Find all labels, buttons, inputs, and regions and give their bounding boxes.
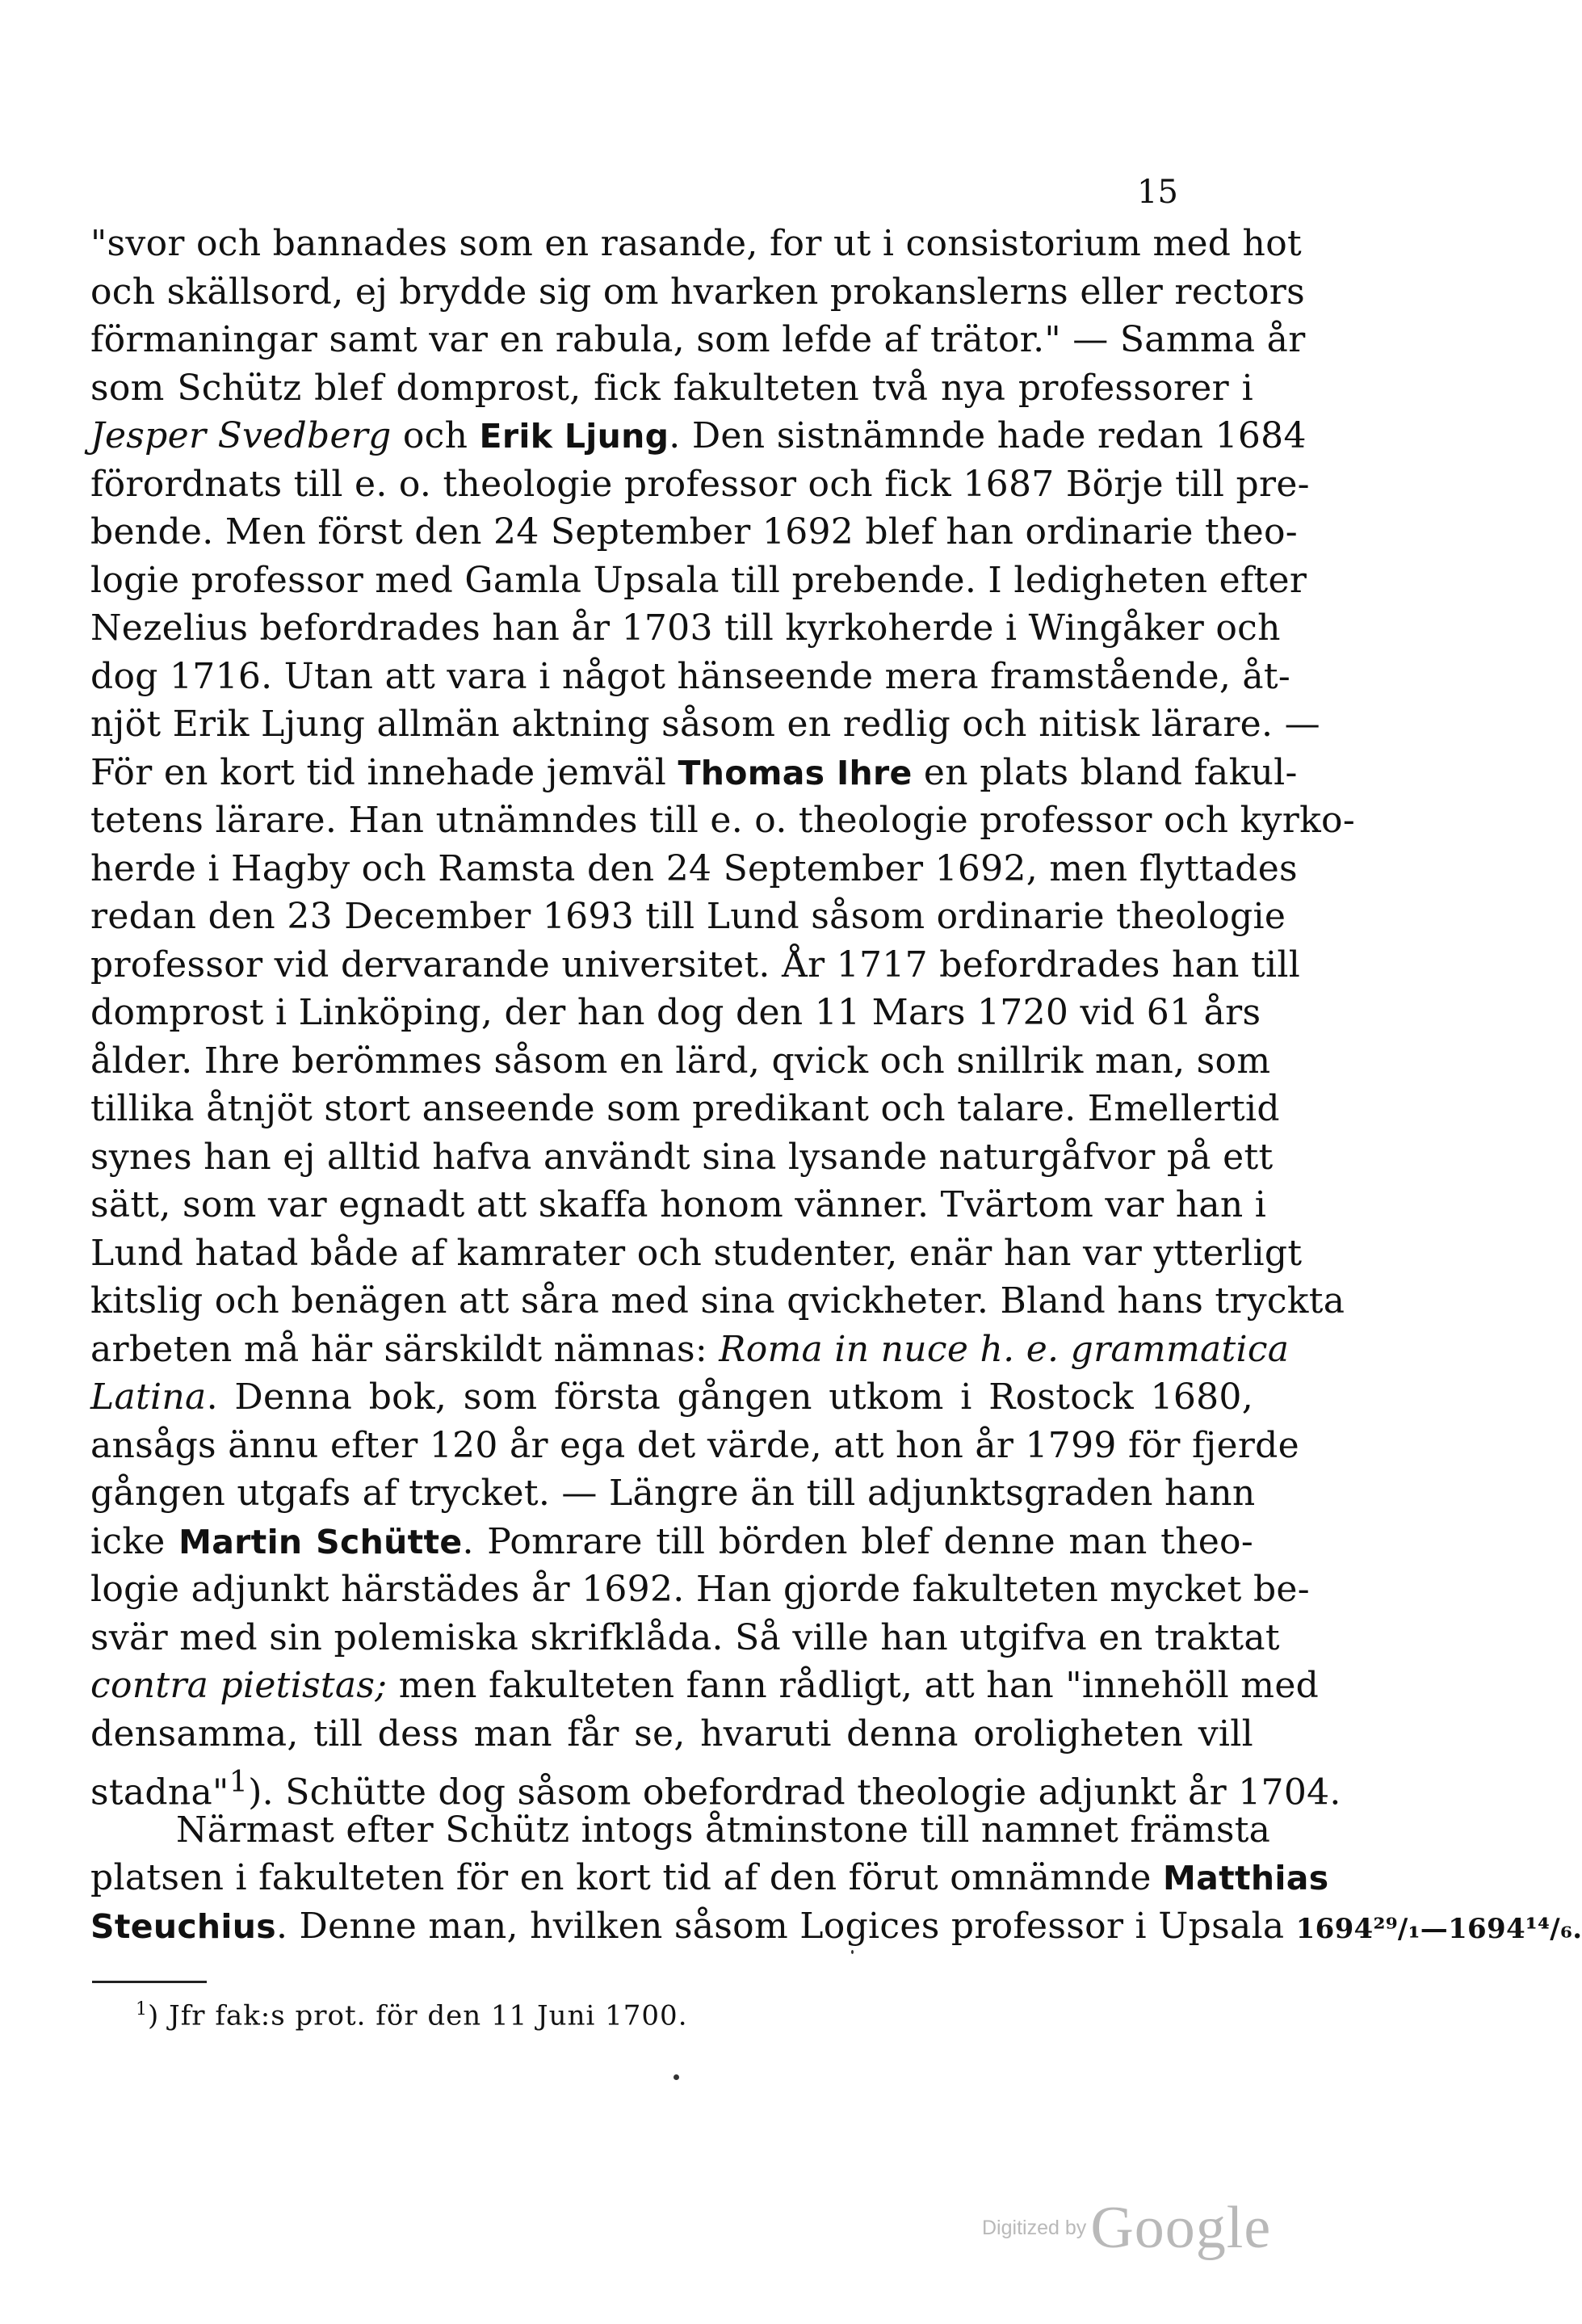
text-line	[90, 1902, 1582, 1951]
text-line: domprost i Linköping, der han dog den 11 Mars 1720 vid 61 års	[90, 992, 1261, 1033]
text-line: synes han ej alltid hafva användt sina lysande naturgåfvor på ett	[90, 1136, 1274, 1178]
print-speck	[674, 2074, 679, 2080]
person-name-bold: Thomas Ihre	[678, 753, 913, 792]
text-line: logie adjunkt härstädes år 1692. Han gjorde fakulteten mycket be-	[90, 1569, 1310, 1610]
text-line	[90, 1373, 1253, 1422]
text-line	[90, 1854, 1329, 1902]
book-title-italic: Roma in nuce h. e. grammatica	[719, 1328, 1290, 1370]
text-line: professor vid dervarande universitet. År 1717 befordrades han till	[90, 943, 1301, 985]
footnote	[136, 1992, 688, 2033]
text-line: "svor och bannades som en rasande, for ut i consistorium med hot	[90, 223, 1302, 264]
text-line: tetens lärare. Han utnämndes till e. o. theologie professor och kyrko-	[90, 800, 1355, 841]
text-fragment: men fakulteten fann rådligt, att han "innehöll med	[387, 1665, 1320, 1706]
text-line: sätt, som var egnadt att skaffa honom vänner. Tvärtom var han i	[90, 1184, 1267, 1225]
text-fragment: . Denne man, hvilken såsom Logices professor i Upsala	[275, 1905, 1296, 1947]
text-fragment: . Denna bok, som första gången utkom i Rostock 1680,	[206, 1376, 1253, 1418]
text-line	[90, 749, 1298, 797]
footnote-ref: 1	[229, 1764, 249, 1799]
text-line	[90, 1662, 1320, 1710]
text-line	[90, 1518, 1253, 1566]
text-line: herde i Hagby och Ramsta den 24 September 1692, men flyttades	[90, 847, 1298, 889]
digitized-watermark	[982, 2194, 1271, 2263]
latin-phrase-italic: contra pietistas;	[90, 1665, 388, 1706]
print-speck	[851, 1950, 854, 1954]
text-fragment: en plats bland fakul-	[912, 751, 1298, 793]
text-line: som Schütz blef domprost, fick fakulteten två nya professorer i	[90, 367, 1253, 409]
text-line: gången utgafs af trycket. — Längre än till adjunktsgraden hann	[90, 1473, 1256, 1514]
text-fragment: icke	[90, 1520, 179, 1562]
text-fragment: . Pomrare till börden blef denne man theo-	[462, 1520, 1253, 1562]
person-name-bold: Erik Ljung	[479, 417, 669, 456]
text-fragment: . Den sistnämnde hade redan 1684	[669, 415, 1307, 456]
text-line	[90, 1326, 1290, 1374]
text-line: ansågs ännu efter 120 år ega det värde, att hon år 1799 för fjerde	[90, 1424, 1299, 1466]
footnote-text: ) Jfr fak:s prot. för den 11 Juni 1700.	[148, 1999, 688, 2032]
date-range: 1694²⁹/₁—1694¹⁴/₆.	[1295, 1912, 1582, 1945]
footnote-marker: 1	[136, 1999, 148, 2019]
page-number: 15	[1137, 174, 1178, 211]
text-line: dog 1716. Utan att vara i något hänseende mera framstående, åt-	[90, 655, 1291, 697]
text-fragment: platsen i fakulteten för en kort tid af den förut omnämnde	[90, 1857, 1164, 1898]
text-fragment: För en kort tid innehade jemväl	[90, 751, 678, 793]
text-fragment: och	[391, 415, 480, 456]
text-line: kitslig och benägen att såra med sina qvickheter. Bland hans tryckta	[90, 1280, 1345, 1322]
text-line: svär med sin polemiska skrifklåda. Så ville han utgifva en traktat	[90, 1616, 1280, 1658]
text-line: Närmast efter Schütz intogs åtminstone till namnet främsta	[176, 1809, 1271, 1851]
text-line	[90, 1758, 1341, 1813]
watermark-by: Digitized by	[982, 2217, 1087, 2239]
text-line	[90, 412, 1307, 460]
text-line: förmaningar samt var en rabula, som lefde af trätor." — Samma år	[90, 319, 1306, 360]
book-title-italic: Latina	[90, 1376, 207, 1418]
text-line: Lund hatad både af kamrater och studenter, enär han var ytterligt	[90, 1232, 1303, 1274]
text-fragment: ). Schütte dog såsom obefordrad theologie adjunkt år 1704.	[248, 1771, 1341, 1813]
text-line: densamma, till dess man får se, hvaruti denna oroligheten vill	[90, 1713, 1253, 1755]
person-name-italic: Jesper Svedberg	[90, 415, 392, 456]
text-line: redan den 23 December 1693 till Lund såsom ordinarie theologie	[90, 896, 1286, 937]
text-line: tillika åtnjöt stort anseende som predikant och talare. Emellertid	[90, 1088, 1280, 1129]
text-line: njöt Erik Ljung allmän aktning såsom en redlig och nitisk lärare. —	[90, 704, 1320, 745]
text-fragment: arbeten må här särskildt nämnas:	[90, 1328, 720, 1370]
text-line: och skällsord, ej brydde sig om hvarken prokanslerns eller rectors	[90, 271, 1305, 313]
body-text	[90, 220, 1582, 2032]
text-line: förordnats till e. o. theologie professor och fick 1687 Börje till pre-	[90, 463, 1310, 505]
text-line: bende. Men först den 24 September 1692 blef han ordinarie theo-	[90, 511, 1298, 553]
person-name-bold: Matthias	[1163, 1859, 1329, 1897]
person-name-bold: Martin Schütte	[178, 1522, 463, 1561]
person-name-bold: Steuchius	[90, 1906, 276, 1946]
text-fragment: stadna"	[90, 1771, 229, 1813]
text-line: logie professor med Gamla Upsala till prebende. I ledigheten efter	[90, 559, 1307, 601]
google-logo: Google	[1090, 2195, 1272, 2261]
text-line: Nezelius befordrades han år 1703 till kyrkoherde i Wingåker och	[90, 607, 1281, 649]
text-line: ålder. Ihre berömmes såsom en lärd, qvick och snillrik man, som	[90, 1040, 1271, 1082]
footnote-rule	[92, 1981, 207, 1983]
